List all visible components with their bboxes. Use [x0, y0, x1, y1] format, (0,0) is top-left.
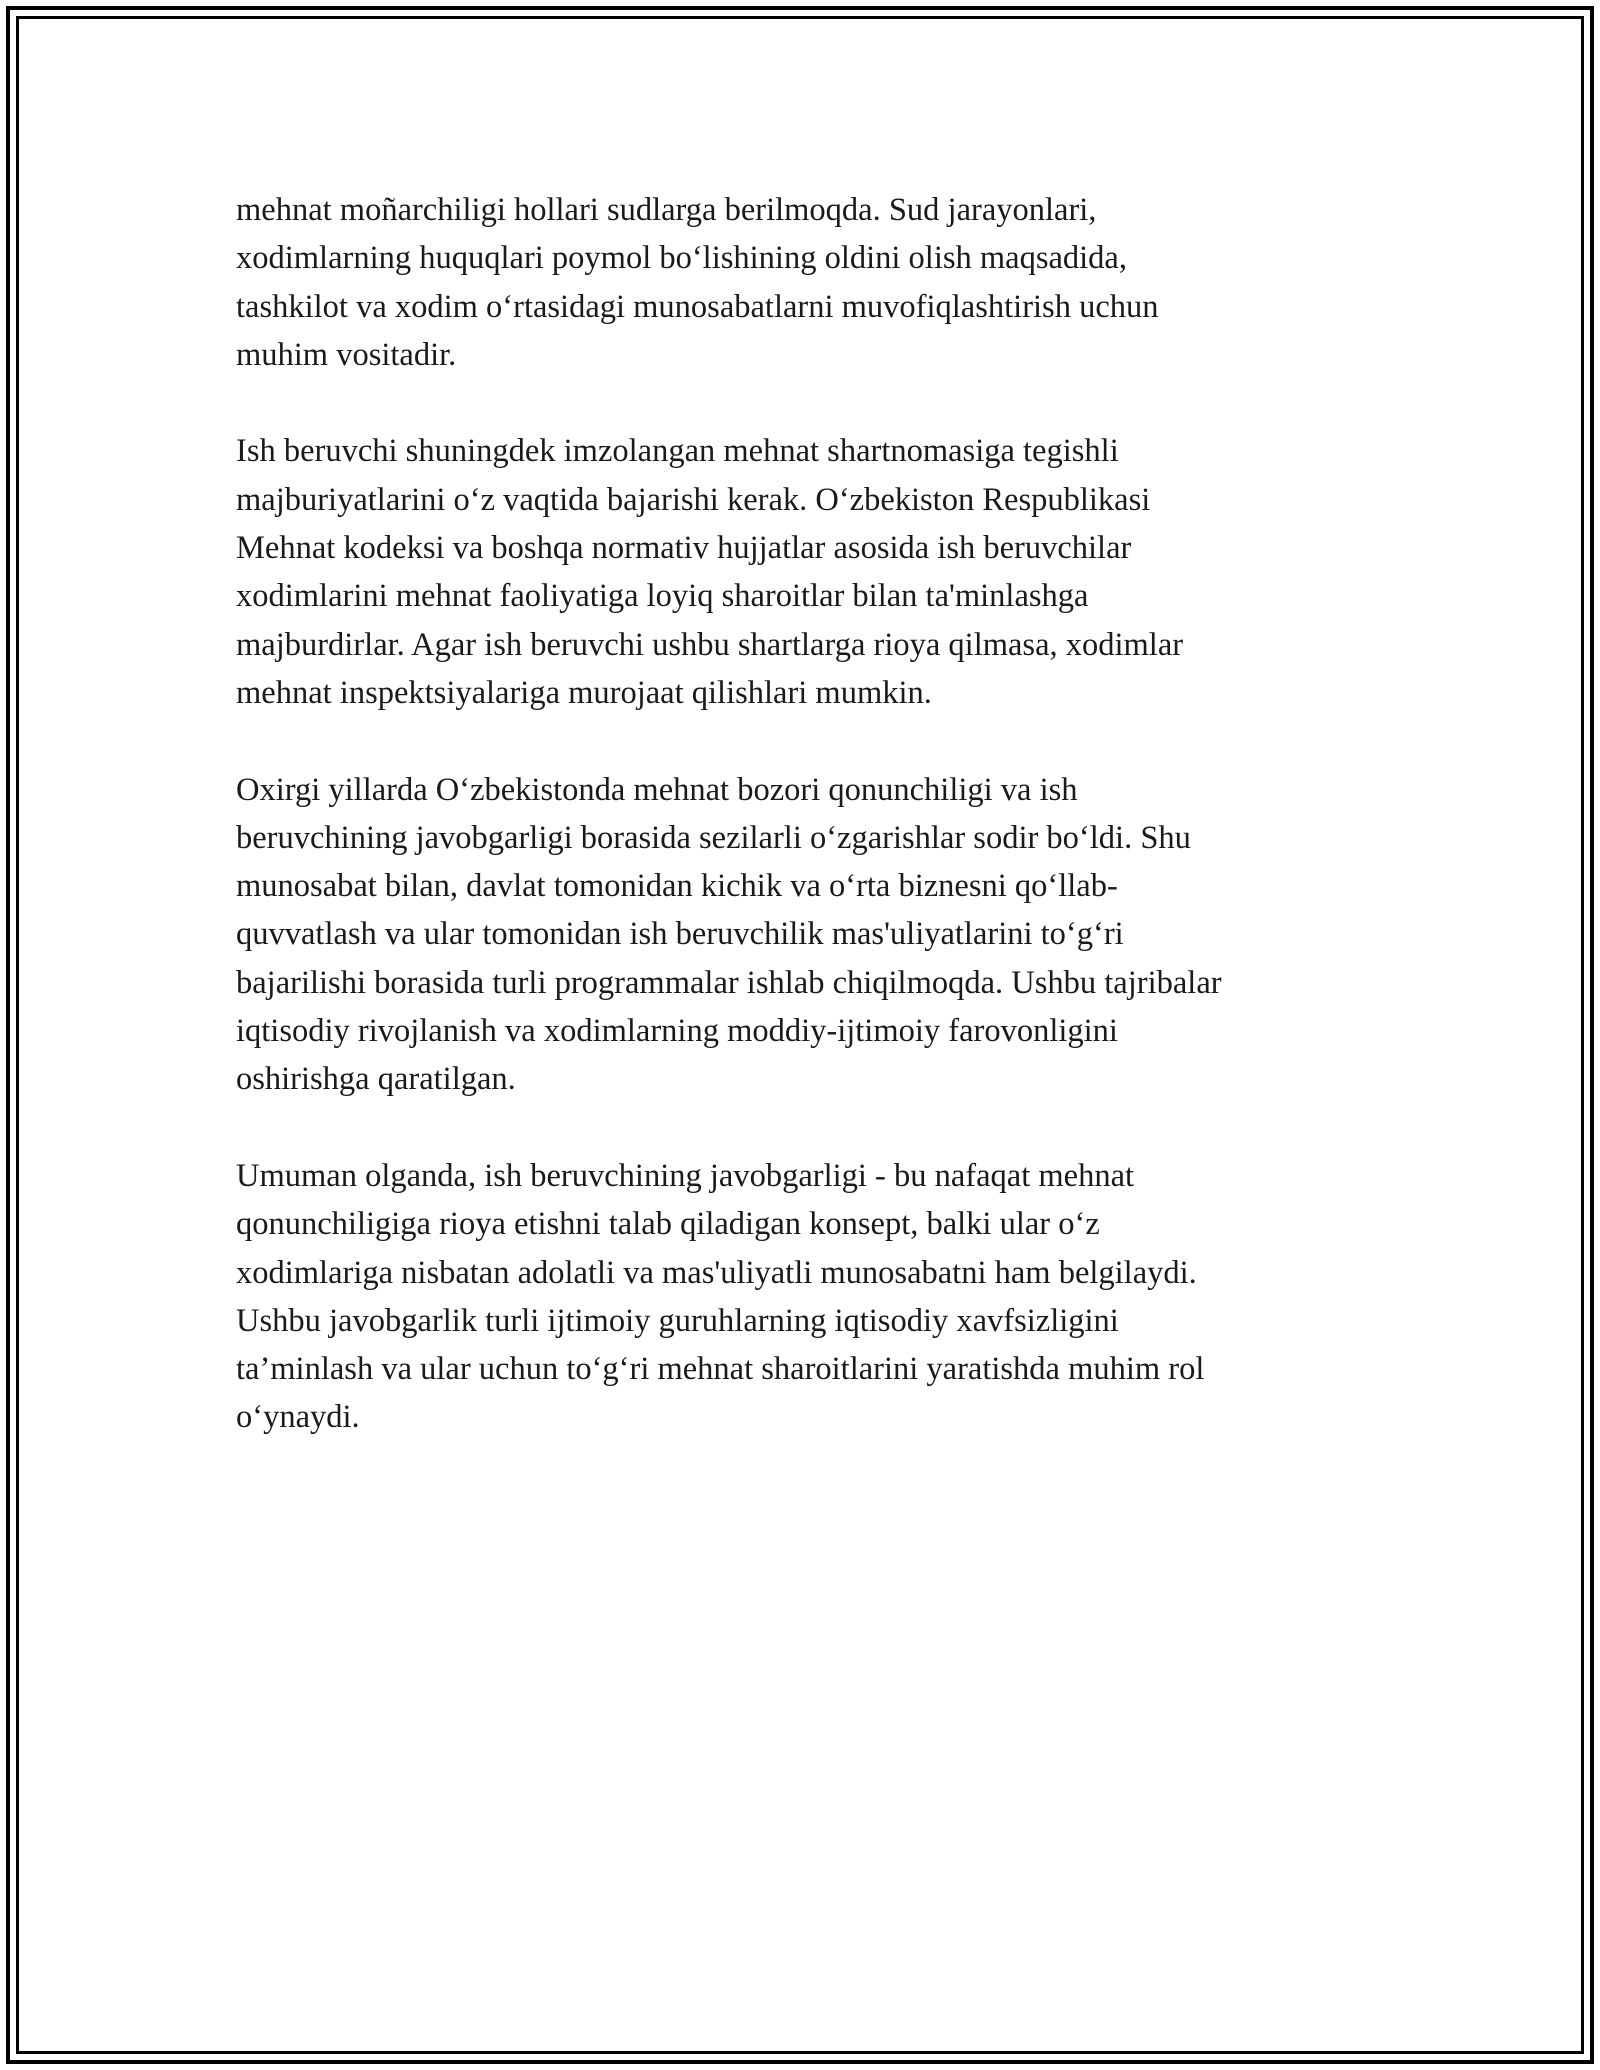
text-line: oshirishga qaratilgan.: [236, 1061, 516, 1098]
text-line: o‘ynaydi.: [236, 1399, 360, 1436]
paragraph-1: [236, 186, 1366, 379]
text-line: Mehnat kodeksi va boshqa normativ hujjatlar asosida ish beruvchilar: [236, 530, 1132, 567]
text-line: beruvchining javobgarligi borasida sezilarli o‘zgarishlar sodir bo‘ldi. Shu: [236, 819, 1191, 856]
text-line: majburiyatlarini o‘z vaqtida bajarishi kerak. O‘zbekiston Respublikasi: [236, 481, 1151, 518]
text-line: ta’minlash va ular uchun to‘g‘ri mehnat sharoitlarini yaratishda muhim rol: [236, 1351, 1205, 1388]
document-body: [236, 186, 1366, 1490]
text-line: Umuman olganda, ish beruvchining javobgarligi - bu nafaqat mehnat: [236, 1157, 1135, 1194]
text-line: bajarilishi borasida turli programmalar ishlab chiqilmoqda. Ushbu tajribalar: [236, 964, 1222, 1001]
paragraph-2: [236, 427, 1366, 717]
text-line: xodimlariga nisbatan adolatli va mas'uliyatli munosabatni ham belgilaydi.: [236, 1254, 1197, 1291]
text-line: quvvatlash va ular tomonidan ish beruvchilik mas'uliyatlarini to‘g‘ri: [236, 916, 1124, 953]
text-line: tashkilot va xodim o‘rtasidagi munosabatlarni muvofiqlashtirish uchun: [236, 288, 1159, 325]
text-line: xodimlarning huquqlari poymol bo‘lishining oldini olish maqsadida,: [236, 240, 1127, 277]
text-line: qonunchiligiga rioya etishni talab qiladigan konsept, balki ular o‘z: [236, 1206, 1100, 1243]
text-line: Ish beruvchi shuningdek imzolangan mehnat shartnomasiga tegishli: [236, 433, 1119, 470]
paragraph-4: [236, 1152, 1366, 1442]
text-line: munosabat bilan, davlat tomonidan kichik va o‘rta biznesni qo‘llab-: [236, 868, 1118, 905]
text-line: Ushbu javobgarlik turli ijtimoiy guruhlarning iqtisodiy xavfsizligini: [236, 1302, 1119, 1339]
text-line: majburdirlar. Agar ish beruvchi ushbu shartlarga rioya qilmasa, xodimlar: [236, 626, 1184, 663]
text-line: xodimlarini mehnat faoliyatiga loyiq sharoitlar bilan ta'minlashga: [236, 578, 1089, 615]
text-line: mehnat moñarchiligi hollari sudlarga berilmoqda. Sud jarayonlari,: [236, 192, 1097, 228]
text-line: mehnat inspektsiyalariga murojaat qilishlari mumkin.: [236, 674, 932, 711]
text-line: iqtisodiy rivojlanish va xodimlarning moddiy-ijtimoiy farovonligini: [236, 1013, 1118, 1050]
text-line: Oxirgi yillarda O‘zbekistonda mehnat bozori qonunchiligi va ish: [236, 771, 1078, 808]
text-line: muhim vositadir.: [236, 336, 457, 373]
paragraph-3: [236, 766, 1366, 1104]
